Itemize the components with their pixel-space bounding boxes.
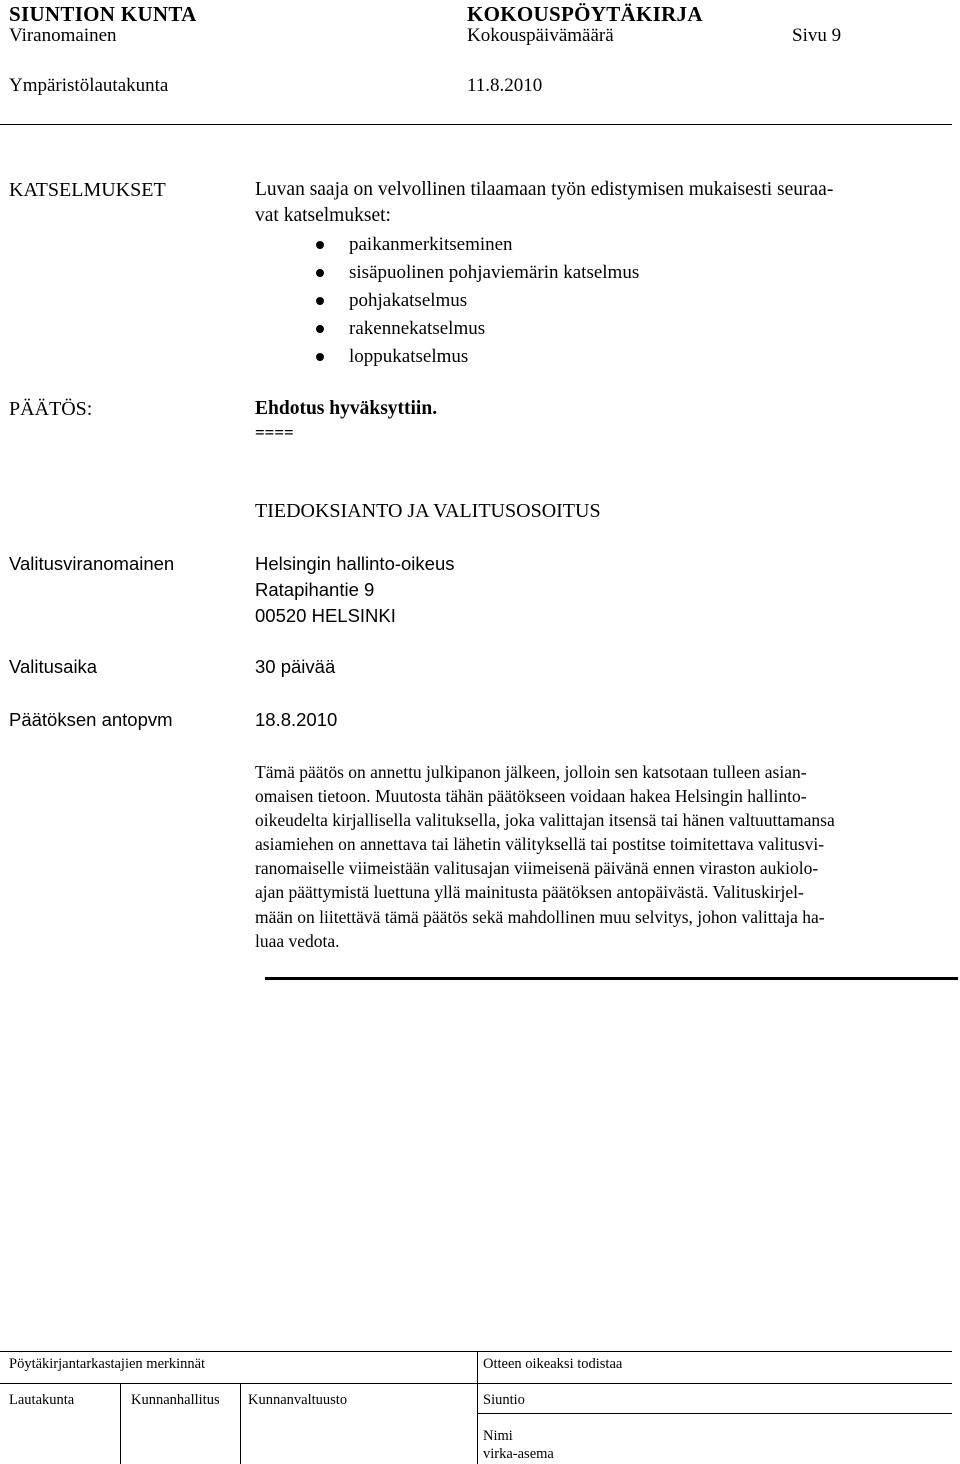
list-item-text: pohjakatselmus <box>349 290 468 311</box>
decision-issued-date: 18.8.2010 <box>255 709 338 730</box>
list-item <box>316 231 639 259</box>
footer-executive: Kunnanhallitus <box>131 1392 220 1408</box>
paragraph-line: ajan päättymistä luettuna yllä mainitusta päätöksen antopäivästä. Valituskirjel- <box>255 882 804 903</box>
inspections-intro-line1: Luvan saaja on velvollinen tilaamaan työn edistymisen mukaisesti seuraa- <box>255 179 834 200</box>
appeal-period-value: 30 päivää <box>255 656 336 677</box>
header-divider <box>0 124 952 125</box>
footer-divider-1 <box>120 1383 121 1464</box>
paragraph-line: ranomaiselle viimeistään valitusajan viimeisenä päivänä ennen viraston aukiolo- <box>255 858 819 879</box>
footer-signature-rule <box>478 1413 952 1414</box>
section-end-rule <box>265 977 958 980</box>
paragraph-line: Tämä päätös on annettu julkipanon jälkeen, jolloin sen katsotaan tulleen asian- <box>255 762 807 782</box>
authority-label: Viranomainen <box>9 25 117 46</box>
bullet-icon <box>316 325 324 333</box>
appeal-instructions-paragraph <box>255 760 955 953</box>
list-item <box>316 287 639 315</box>
footer-name-label: Nimi <box>483 1428 513 1444</box>
appeal-period-label: Valitusaika <box>9 656 98 677</box>
paragraph-line: mään on liitettävä tämä päätös sekä mahdollinen muu selvitys, johon valittaja ha- <box>255 906 825 927</box>
list-item <box>316 259 639 287</box>
footer-notes-label: Pöytäkirjantarkastajien merkinnät <box>9 1356 206 1372</box>
footer-position-label: virka-asema <box>483 1446 554 1462</box>
footer-divider-3 <box>477 1351 478 1464</box>
inspections-list <box>316 231 639 371</box>
paragraph-line: omaisen tietoon. Muutosta tähän päätökseen voidaan hakea Helsingin hallinto- <box>255 786 807 807</box>
footer-middle-rule <box>0 1383 952 1384</box>
bullet-icon <box>316 269 324 277</box>
inspections-intro-line2: vat katselmukset: <box>255 205 391 226</box>
inspections-heading: KATSELMUKSET <box>9 179 166 201</box>
decision-issued-label: Päätöksen antopvm <box>9 709 173 730</box>
list-item-text: sisäpuolinen pohjaviemärin katselmus <box>349 262 640 283</box>
list-item-text: loppukatselmus <box>349 346 469 367</box>
footer-divider-2 <box>240 1383 241 1464</box>
page-number: Sivu 9 <box>792 25 842 46</box>
appeal-authority-label: Valitusviranomainen <box>9 553 175 574</box>
footer-board: Lautakunta <box>9 1392 75 1408</box>
document-type: KOKOUSPÖYTÄKIRJA <box>467 2 703 26</box>
paragraph-line: asiamiehen on annettava tai lähetin välityksellä tai postitse toimitettava valitusvi- <box>255 834 825 855</box>
appeal-authority-street: Ratapihantie 9 <box>255 579 375 600</box>
paragraph-line: oikeudelta kirjallisella valituksella, joka valittajan itsensä tai hänen valtuuttamansa <box>255 810 835 831</box>
appeal-authority-city: 00520 HELSINKI <box>255 605 396 626</box>
footer-council: Kunnanvaltuusto <box>248 1392 348 1408</box>
bullet-icon <box>316 353 324 361</box>
appeal-heading: TIEDOKSIANTO JA VALITUSOSOITUS <box>255 500 601 522</box>
municipality-name: SIUNTION KUNTA <box>9 2 197 26</box>
committee-name: Ympäristölautakunta <box>9 75 169 96</box>
footer-top-rule <box>0 1351 952 1352</box>
decision-text: Ehdotus hyväksyttiin. <box>255 398 438 419</box>
appeal-authority-name: Helsingin hallinto-oikeus <box>255 553 455 574</box>
list-item <box>316 315 639 343</box>
paragraph-line: luaa vedota. <box>255 930 340 951</box>
bullet-icon <box>316 241 324 249</box>
meeting-date: 11.8.2010 <box>467 75 543 96</box>
list-item-text: paikanmerkitseminen <box>349 234 513 255</box>
decision-label: PÄÄTÖS: <box>9 398 93 420</box>
list-item <box>316 343 639 371</box>
footer-place: Siuntio <box>483 1392 525 1408</box>
meeting-date-label: Kokouspäivämäärä <box>467 25 614 46</box>
footer-copy-label: Otteen oikeaksi todistaa <box>483 1356 623 1372</box>
bullet-icon <box>316 297 324 305</box>
list-item-text: rakennekatselmus <box>349 318 486 339</box>
decision-separator: ==== <box>255 423 294 442</box>
